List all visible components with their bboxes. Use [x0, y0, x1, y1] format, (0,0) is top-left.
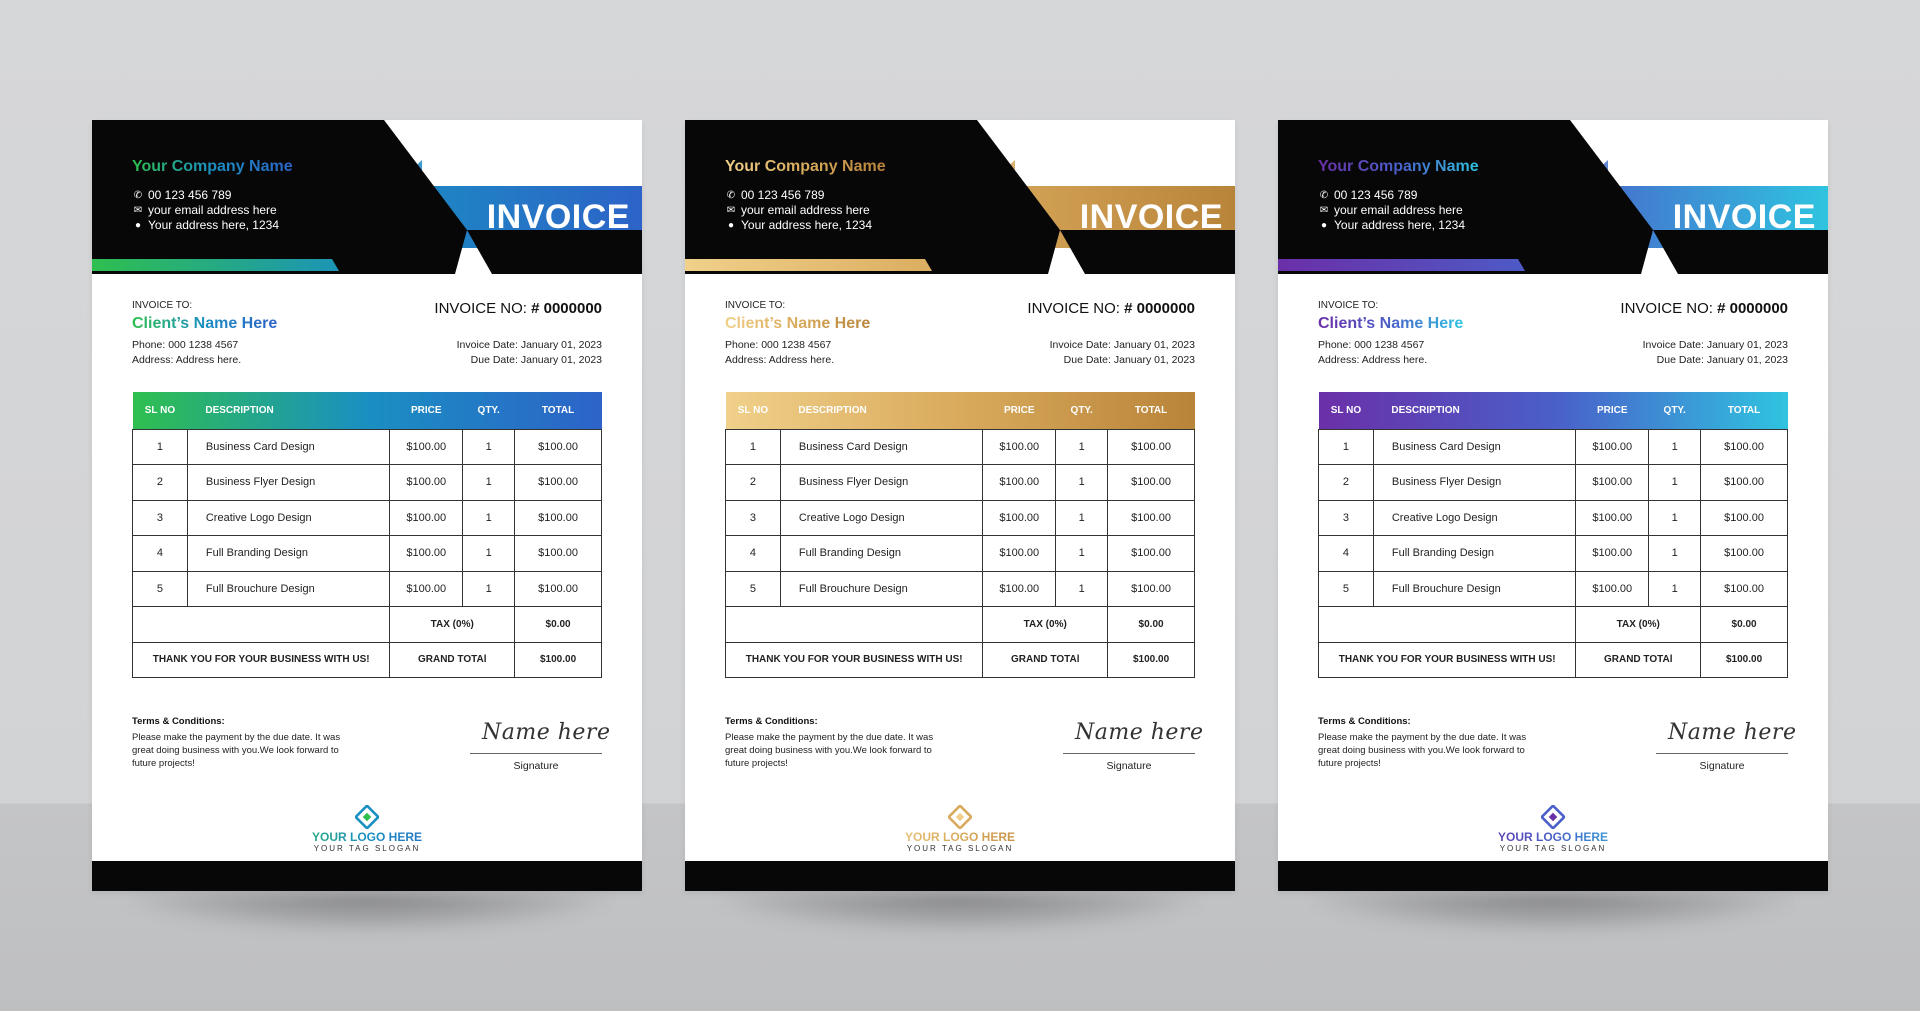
diamond-logo-icon	[355, 805, 379, 829]
sheet-shadow	[720, 893, 1200, 933]
mail-icon: ✉	[133, 204, 143, 216]
col-header-total: TOTAL	[1701, 392, 1788, 429]
cell-qty: 1	[1056, 465, 1108, 501]
cell-slno: 1	[133, 429, 188, 465]
contact-phone: ✆ 00 123 456 789	[1319, 188, 1418, 202]
logo-text: YOUR LOGO HERE	[860, 830, 1060, 844]
cell-price: $100.00	[1576, 465, 1649, 501]
mail-icon: ✉	[726, 204, 736, 216]
items-table	[132, 392, 602, 678]
cell-slno: 4	[726, 536, 781, 572]
cell-qty: 1	[1649, 429, 1701, 465]
cell-description: Creative Logo Design	[187, 500, 389, 536]
table-row	[133, 429, 602, 465]
table-row	[726, 465, 1195, 501]
tax-row	[133, 607, 602, 643]
tax-row	[1319, 607, 1788, 643]
tax-spacer	[133, 607, 390, 643]
cell-qty: 1	[1056, 429, 1108, 465]
client-address: Address: Address here.	[725, 354, 835, 366]
invoice-number: INVOICE NO: # 0000000	[434, 300, 602, 317]
table-row	[1319, 500, 1788, 536]
cell-description: Full Brouchure Design	[1373, 571, 1575, 607]
cell-qty: 1	[1056, 500, 1108, 536]
client-phone: Phone: 000 1238 4567	[1318, 339, 1425, 351]
terms-text: Please make the payment by the due date. It was great doing business with you.We look forward to future projects!	[132, 732, 341, 769]
cell-qty: 1	[1649, 571, 1701, 607]
cell-price: $100.00	[983, 429, 1056, 465]
cell-slno: 5	[133, 571, 188, 607]
signature-label: Signature	[1699, 760, 1745, 772]
contact-phone: ✆ 00 123 456 789	[726, 188, 825, 202]
cell-price: $100.00	[983, 536, 1056, 572]
location-pin-icon: ●	[134, 219, 142, 231]
phone-icon: ✆	[133, 189, 143, 201]
table-header-row	[1319, 392, 1788, 429]
cell-price: $100.00	[1576, 500, 1649, 536]
invoice-date: Invoice Date: January 01, 2023	[456, 339, 602, 351]
cell-slno: 4	[1319, 536, 1374, 572]
table-row	[726, 536, 1195, 572]
table-row	[726, 500, 1195, 536]
table-header-row	[726, 392, 1195, 429]
invoice-number: INVOICE NO: # 0000000	[1620, 300, 1788, 317]
table-row	[133, 571, 602, 607]
cell-description: Full Branding Design	[187, 536, 389, 572]
client-phone: Phone: 000 1238 4567	[132, 339, 239, 351]
table-row	[133, 500, 602, 536]
footer-bar	[1278, 861, 1828, 891]
bill-to-label: INVOICE TO:	[725, 300, 786, 311]
thanks-message: THANK YOU FOR YOUR BUSINESS WITH US!	[1319, 642, 1576, 678]
col-header-description: DESCRIPTION	[780, 392, 982, 429]
col-header-slno: SL NO	[1319, 392, 1374, 429]
tax-value: $0.00	[1701, 607, 1788, 643]
grand-total-row	[1319, 642, 1788, 678]
col-header-description: DESCRIPTION	[187, 392, 389, 429]
client-address: Address: Address here.	[1318, 354, 1428, 366]
cell-total: $100.00	[1701, 571, 1788, 607]
contact-email: ✉ your email address here	[1319, 203, 1463, 217]
cell-total: $100.00	[515, 465, 602, 501]
contact-address: ● Your address here, 1234	[132, 218, 279, 232]
due-date: Due Date: January 01, 2023	[1063, 354, 1195, 366]
col-header-qty: QTY.	[1056, 392, 1108, 429]
grand-total-label: GRAND TOTAl	[983, 642, 1108, 678]
client-phone: Phone: 000 1238 4567	[725, 339, 832, 351]
logo-text: YOUR LOGO HERE	[1453, 830, 1653, 844]
contact-email: ✉ your email address here	[726, 203, 870, 217]
due-date: Due Date: January 01, 2023	[470, 354, 602, 366]
cell-total: $100.00	[515, 571, 602, 607]
signature-script: Name here	[1668, 720, 1797, 745]
cell-slno: 3	[1319, 500, 1374, 536]
cell-description: Business Card Design	[1373, 429, 1575, 465]
cell-description: Creative Logo Design	[780, 500, 982, 536]
cell-slno: 2	[1319, 465, 1374, 501]
cell-slno: 2	[133, 465, 188, 501]
col-header-qty: QTY.	[463, 392, 515, 429]
tax-spacer	[726, 607, 983, 643]
thanks-message: THANK YOU FOR YOUR BUSINESS WITH US!	[133, 642, 390, 678]
invoice-date: Invoice Date: January 01, 2023	[1642, 339, 1788, 351]
terms-title: Terms & Conditions:	[1318, 716, 1411, 727]
cell-total: $100.00	[1108, 429, 1195, 465]
footer-bar	[92, 861, 642, 891]
cell-price: $100.00	[983, 500, 1056, 536]
contact-address: ● Your address here, 1234	[725, 218, 872, 232]
cell-qty: 1	[463, 571, 515, 607]
table-row	[1319, 571, 1788, 607]
bill-to-label: INVOICE TO:	[132, 300, 193, 311]
cell-slno: 5	[726, 571, 781, 607]
logo-slogan: YOUR TAG SLOGAN	[906, 844, 1014, 853]
col-header-price: PRICE	[390, 392, 463, 429]
invoice-sheet	[1278, 120, 1828, 891]
table-row	[133, 465, 602, 501]
thanks-message: THANK YOU FOR YOUR BUSINESS WITH US!	[726, 642, 983, 678]
contact-phone: ✆ 00 123 456 789	[133, 188, 232, 202]
cell-total: $100.00	[515, 500, 602, 536]
cell-qty: 1	[1056, 571, 1108, 607]
cell-description: Creative Logo Design	[1373, 500, 1575, 536]
company-name: Your Company Name	[725, 158, 886, 175]
signature-label: Signature	[513, 760, 559, 772]
cell-slno: 3	[133, 500, 188, 536]
logo-slogan: YOUR TAG SLOGAN	[313, 844, 421, 853]
signature-line	[1063, 753, 1195, 754]
cell-price: $100.00	[1576, 429, 1649, 465]
tax-label: TAX (0%)	[983, 607, 1108, 643]
signature-script: Name here	[1075, 720, 1204, 745]
sheet-shadow	[1313, 893, 1793, 933]
cell-description: Business Flyer Design	[780, 465, 982, 501]
cell-description: Full Brouchure Design	[780, 571, 982, 607]
invoice-sheet	[685, 120, 1235, 891]
cell-qty: 1	[463, 536, 515, 572]
tax-value: $0.00	[515, 607, 602, 643]
terms-title: Terms & Conditions:	[132, 716, 225, 727]
cell-total: $100.00	[1701, 429, 1788, 465]
cell-price: $100.00	[1576, 571, 1649, 607]
cell-total: $100.00	[515, 536, 602, 572]
cell-description: Full Branding Design	[780, 536, 982, 572]
cell-total: $100.00	[1701, 465, 1788, 501]
cell-total: $100.00	[1108, 465, 1195, 501]
invoice-title: INVOICE	[486, 198, 630, 236]
terms-title: Terms & Conditions:	[725, 716, 818, 727]
grand-total-label: GRAND TOTAl	[1576, 642, 1701, 678]
due-date: Due Date: January 01, 2023	[1656, 354, 1788, 366]
invoice-title: INVOICE	[1672, 198, 1816, 236]
mail-icon: ✉	[1319, 204, 1329, 216]
cell-total: $100.00	[515, 429, 602, 465]
cell-slno: 3	[726, 500, 781, 536]
diamond-logo-icon	[1541, 805, 1565, 829]
cell-description: Full Branding Design	[1373, 536, 1575, 572]
invoice-sheet	[92, 120, 642, 891]
grand-total-value: $100.00	[515, 642, 602, 678]
signature-label: Signature	[1106, 760, 1152, 772]
cell-qty: 1	[1649, 500, 1701, 536]
client-address: Address: Address here.	[132, 354, 242, 366]
cell-price: $100.00	[983, 465, 1056, 501]
table-row	[726, 429, 1195, 465]
sheet-shadow	[128, 893, 608, 933]
tax-label: TAX (0%)	[1576, 607, 1701, 643]
cell-price: $100.00	[390, 536, 463, 572]
tax-spacer	[1319, 607, 1576, 643]
location-pin-icon: ●	[1320, 219, 1328, 231]
cell-slno: 2	[726, 465, 781, 501]
cell-description: Business Flyer Design	[1373, 465, 1575, 501]
tax-label: TAX (0%)	[390, 607, 515, 643]
col-header-slno: SL NO	[133, 392, 188, 429]
cell-price: $100.00	[390, 500, 463, 536]
location-pin-icon: ●	[727, 219, 735, 231]
contact-email: ✉ your email address here	[133, 203, 277, 217]
grand-total-value: $100.00	[1108, 642, 1195, 678]
cell-description: Full Brouchure Design	[187, 571, 389, 607]
cell-price: $100.00	[390, 429, 463, 465]
diamond-logo-icon	[948, 805, 972, 829]
col-header-total: TOTAL	[1108, 392, 1195, 429]
client-name: Client’s Name Here	[725, 315, 871, 332]
table-row	[726, 571, 1195, 607]
company-name: Your Company Name	[132, 158, 293, 175]
grand-total-row	[726, 642, 1195, 678]
col-header-price: PRICE	[983, 392, 1056, 429]
items-table	[1318, 392, 1788, 678]
footer-bar	[685, 861, 1235, 891]
invoice-date: Invoice Date: January 01, 2023	[1049, 339, 1195, 351]
logo-text: YOUR LOGO HERE	[267, 830, 467, 844]
cell-slno: 5	[1319, 571, 1374, 607]
terms-text: Please make the payment by the due date. It was great doing business with you.We look forward to future projects!	[725, 732, 934, 769]
cell-total: $100.00	[1701, 536, 1788, 572]
bill-to-label: INVOICE TO:	[1318, 300, 1379, 311]
client-name: Client’s Name Here	[1318, 315, 1464, 332]
tax-value: $0.00	[1108, 607, 1195, 643]
invoice-number: INVOICE NO: # 0000000	[1027, 300, 1195, 317]
cell-qty: 1	[463, 500, 515, 536]
cell-total: $100.00	[1108, 536, 1195, 572]
grand-total-row	[133, 642, 602, 678]
cell-qty: 1	[1649, 465, 1701, 501]
col-header-slno: SL NO	[726, 392, 781, 429]
logo-slogan: YOUR TAG SLOGAN	[1499, 844, 1607, 853]
terms-text: Please make the payment by the due date. It was great doing business with you.We look forward to future projects!	[1318, 732, 1527, 769]
cell-qty: 1	[1649, 536, 1701, 572]
grand-total-value: $100.00	[1701, 642, 1788, 678]
table-row	[1319, 429, 1788, 465]
contact-address: ● Your address here, 1234	[1318, 218, 1465, 232]
col-header-description: DESCRIPTION	[1373, 392, 1575, 429]
signature-script: Name here	[482, 720, 611, 745]
cell-price: $100.00	[1576, 536, 1649, 572]
phone-icon: ✆	[1319, 189, 1329, 201]
cell-qty: 1	[463, 429, 515, 465]
phone-icon: ✆	[726, 189, 736, 201]
col-header-qty: QTY.	[1649, 392, 1701, 429]
tax-row	[726, 607, 1195, 643]
table-row	[1319, 536, 1788, 572]
grand-total-label: GRAND TOTAl	[390, 642, 515, 678]
table-header-row	[133, 392, 602, 429]
cell-slno: 1	[1319, 429, 1374, 465]
cell-slno: 4	[133, 536, 188, 572]
signature-line	[1656, 753, 1788, 754]
cell-qty: 1	[463, 465, 515, 501]
signature-line	[470, 753, 602, 754]
col-header-price: PRICE	[1576, 392, 1649, 429]
cell-description: Business Card Design	[187, 429, 389, 465]
invoice-title: INVOICE	[1079, 198, 1223, 236]
table-row	[1319, 465, 1788, 501]
cell-price: $100.00	[983, 571, 1056, 607]
cell-qty: 1	[1056, 536, 1108, 572]
cell-total: $100.00	[1108, 500, 1195, 536]
cell-total: $100.00	[1108, 571, 1195, 607]
cell-total: $100.00	[1701, 500, 1788, 536]
company-name: Your Company Name	[1318, 158, 1479, 175]
col-header-total: TOTAL	[515, 392, 602, 429]
cell-description: Business Flyer Design	[187, 465, 389, 501]
cell-price: $100.00	[390, 465, 463, 501]
table-row	[133, 536, 602, 572]
cell-slno: 1	[726, 429, 781, 465]
items-table	[725, 392, 1195, 678]
cell-description: Business Card Design	[780, 429, 982, 465]
client-name: Client’s Name Here	[132, 315, 278, 332]
cell-price: $100.00	[390, 571, 463, 607]
